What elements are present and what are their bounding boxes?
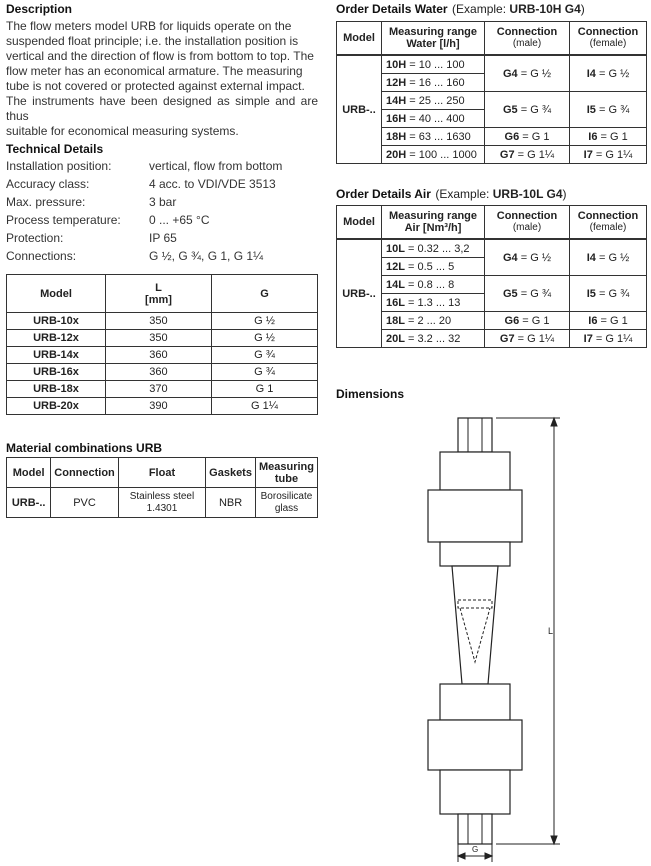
conn-value: = G 1¼ — [514, 332, 555, 345]
order-water-heading: Order Details Water — [336, 2, 448, 16]
cell-float: Stainless steel 1.4301 — [118, 488, 205, 518]
cell-g: G ½ — [211, 313, 317, 330]
cell-male — [485, 128, 570, 146]
range-value: = 0.32 ... 3,2 — [404, 242, 470, 255]
technical-row — [6, 229, 318, 247]
cell-gaskets: NBR — [206, 488, 256, 518]
example-suffix: ) — [562, 187, 567, 201]
conn-sub: (female) — [589, 222, 627, 233]
example-code: URB-10L G4 — [492, 187, 563, 201]
col-float-header: Float — [118, 458, 205, 488]
cell-male — [485, 276, 570, 312]
table-row — [337, 55, 647, 74]
cell-model: URB-.. — [337, 55, 382, 164]
technical-value: 4 acc. to VDI/VDE 3513 — [149, 177, 276, 191]
material-table — [6, 457, 318, 518]
cell-l: 350 — [106, 313, 212, 330]
dimension-l-label: L — [548, 626, 554, 636]
table-row — [337, 128, 647, 146]
bottom-connector — [458, 814, 492, 844]
technical-list — [6, 157, 318, 265]
range-code: 16H — [386, 112, 407, 125]
cell-range — [382, 330, 485, 348]
cell-l: 350 — [106, 330, 212, 347]
cell-model: URB-14x — [7, 347, 106, 364]
cell-model: URB-20x — [7, 398, 106, 415]
cell-male — [485, 55, 570, 92]
cell-male — [485, 312, 570, 330]
col-model-header: Model — [337, 22, 382, 56]
technical-value: IP 65 — [149, 231, 177, 245]
order-water-title — [336, 0, 585, 18]
table-row — [337, 276, 647, 294]
table-row — [7, 347, 318, 364]
dimensions-heading: Dimensions — [336, 387, 405, 401]
range-unit: Air [Nm³/h] — [404, 222, 462, 234]
conn-code: G6 — [504, 130, 520, 143]
example-suffix: ) — [580, 2, 585, 16]
col-range-header — [382, 206, 485, 240]
table-header-row — [337, 206, 647, 240]
conn-value: = G ¾ — [517, 103, 551, 116]
col-l-label: L — [155, 281, 162, 294]
bottom-neck — [440, 684, 510, 720]
range-code: 12L — [386, 260, 405, 273]
conn-code: I5 — [586, 287, 596, 300]
cell-range — [382, 294, 485, 312]
cell-female — [570, 312, 647, 330]
range-value: = 63 ... 1630 — [406, 130, 471, 143]
table-row — [337, 146, 647, 164]
top-armature — [428, 490, 522, 542]
conn-value: = G 1¼ — [592, 332, 633, 345]
range-code: 18H — [386, 130, 407, 143]
cell-g: G 1 — [211, 381, 317, 398]
description-line: tube is not covered or protected against external impact. — [6, 79, 305, 93]
table-row — [7, 313, 318, 330]
technical-heading: Technical Details — [6, 142, 104, 156]
conn-code: G6 — [504, 314, 520, 327]
conn-sub: (male) — [512, 38, 542, 49]
range-value: = 3.2 ... 32 — [404, 332, 461, 345]
flowmeter-drawing — [400, 410, 600, 866]
cell-model: URB-.. — [337, 239, 382, 348]
description-line: suitable for economical measuring systems. — [6, 124, 239, 138]
technical-value: vertical, flow from bottom — [149, 159, 283, 173]
cell-l: 360 — [106, 347, 212, 364]
technical-label: Protection: — [6, 231, 64, 245]
range-value: = 0.8 ... 8 — [404, 278, 455, 291]
col-female-header — [570, 22, 647, 56]
dimension-g-label: G — [472, 845, 479, 854]
cell-model: URB-12x — [7, 330, 106, 347]
range-value: = 10 ... 100 — [406, 58, 465, 71]
technical-label: Accuracy class: — [6, 177, 90, 191]
material-heading: Material combinations URB — [6, 441, 163, 455]
col-male-header — [485, 206, 570, 240]
range-code: 20H — [386, 148, 407, 161]
cell-range — [382, 110, 485, 128]
col-model-header: Model — [7, 275, 106, 313]
col-model-header: Model — [7, 458, 51, 488]
technical-value: G ½, G ¾, G 1, G 1¼ — [149, 249, 264, 263]
conn-code: I4 — [586, 251, 596, 264]
cell-female — [570, 55, 647, 92]
col-l-unit: [mm] — [145, 293, 172, 306]
range-value: = 16 ... 160 — [406, 76, 465, 89]
conn-label: Connection — [577, 210, 639, 222]
cell-range — [382, 239, 485, 258]
order-air-heading: Order Details Air — [336, 187, 431, 201]
technical-row — [6, 157, 318, 175]
cell-male — [485, 330, 570, 348]
col-l-header — [106, 275, 212, 313]
range-code: 12H — [386, 76, 407, 89]
cell-female — [570, 146, 647, 164]
table-header-row — [7, 458, 318, 488]
conn-value: = G ¾ — [595, 103, 630, 116]
range-value: = 2 ... 20 — [404, 314, 452, 327]
cell-l: 390 — [106, 398, 212, 415]
conn-value: = G ½ — [517, 251, 551, 264]
conn-code: G7 — [499, 332, 515, 345]
top-connector — [458, 418, 492, 452]
range-unit: Water [l/h] — [406, 38, 460, 50]
conn-code: I6 — [588, 130, 598, 143]
cell-range — [382, 146, 485, 164]
technical-row — [6, 247, 318, 265]
range-value: = 0.5 ... 5 — [404, 260, 455, 273]
bottom-armature — [428, 720, 522, 770]
col-female-header — [570, 206, 647, 240]
example-prefix: (Example: — [435, 187, 493, 201]
conn-value: = G 1 — [519, 130, 550, 143]
conn-value: = G ½ — [517, 67, 551, 80]
cell-female — [570, 276, 647, 312]
range-value: = 25 ... 250 — [406, 94, 465, 107]
technical-label: Connections: — [6, 249, 77, 263]
range-code: 14L — [386, 278, 405, 291]
table-row — [337, 312, 647, 330]
conn-value: = G 1 — [519, 314, 550, 327]
range-code: 20L — [386, 332, 405, 345]
measuring-tube — [452, 566, 498, 684]
conn-value: = G 1 — [597, 130, 628, 143]
example-code: URB-10H G4 — [509, 2, 581, 16]
cell-range — [382, 276, 485, 294]
cell-model: URB-10x — [7, 313, 106, 330]
technical-label: Max. pressure: — [6, 195, 86, 209]
col-connection-header: Connection — [51, 458, 119, 488]
order-water-table — [336, 21, 647, 164]
cell-range — [382, 55, 485, 74]
conn-code: I7 — [583, 148, 593, 161]
cell-female — [570, 239, 647, 276]
table-row — [7, 398, 318, 415]
cell-g: G ½ — [211, 330, 317, 347]
technical-value: 0 ... +65 °C — [149, 213, 210, 227]
dimensions-table — [6, 274, 318, 415]
table-row — [337, 330, 647, 348]
description-line: suspended float principle; i.e. the installation position is — [6, 34, 299, 48]
conn-code: I7 — [583, 332, 593, 345]
conn-sub: (female) — [589, 38, 627, 49]
cell-model: URB-18x — [7, 381, 106, 398]
cell-g: G ¾ — [211, 364, 317, 381]
technical-row — [6, 211, 318, 229]
cell-l: 360 — [106, 364, 212, 381]
order-air-title — [336, 185, 567, 203]
technical-value: 3 bar — [149, 195, 177, 209]
table-row — [7, 488, 318, 518]
col-gaskets-header: Gaskets — [206, 458, 256, 488]
description-text — [6, 19, 318, 139]
range-label: Measuring range — [388, 26, 478, 38]
table-header-row — [337, 22, 647, 56]
conn-value: = G ¾ — [595, 287, 630, 300]
col-model-header: Model — [337, 206, 382, 240]
cell-model: URB-16x — [7, 364, 106, 381]
description-line: The flow meters model URB for liquids operate on the — [6, 19, 292, 33]
conn-code: G4 — [502, 251, 518, 264]
range-code: 10H — [386, 58, 407, 71]
range-code: 10L — [386, 242, 405, 255]
conn-sub: (male) — [512, 222, 542, 233]
top-neck — [440, 542, 510, 566]
cell-female — [570, 330, 647, 348]
table-row — [7, 364, 318, 381]
description-heading: Description — [6, 2, 73, 16]
cell-male — [485, 92, 570, 128]
conn-value: = G ¾ — [517, 287, 551, 300]
range-value: = 100 ... 1000 — [406, 148, 477, 161]
technical-row — [6, 193, 318, 211]
col-g-header: G — [211, 275, 317, 313]
cell-range — [382, 74, 485, 92]
table-row — [7, 330, 318, 347]
conn-code: G4 — [502, 67, 518, 80]
technical-section — [6, 142, 318, 265]
range-code: 18L — [386, 314, 405, 327]
top-nut — [440, 452, 510, 490]
description-line: The instruments have been designed as simple and are thus — [6, 94, 318, 123]
technical-label: Installation position: — [6, 159, 112, 173]
table-row — [7, 381, 318, 398]
cell-range — [382, 312, 485, 330]
conn-code: G5 — [502, 287, 518, 300]
conn-code: I5 — [586, 103, 596, 116]
cell-male — [485, 239, 570, 276]
col-male-header — [485, 22, 570, 56]
description-section — [6, 2, 318, 139]
example-prefix: (Example: — [452, 2, 510, 16]
cell-female — [570, 128, 647, 146]
cell-tube: Borosilicate glass — [255, 488, 317, 518]
cell-female — [570, 92, 647, 128]
order-air-table — [336, 205, 647, 348]
description-line: flow meter has an economical armature. The measuring — [6, 64, 303, 78]
table-header-row — [7, 275, 318, 313]
cell-range — [382, 92, 485, 110]
cell-range — [382, 128, 485, 146]
conn-code: I6 — [588, 314, 598, 327]
range-value: = 1.3 ... 13 — [404, 296, 461, 309]
conn-value: = G ½ — [595, 67, 630, 80]
conn-value: = G 1¼ — [592, 148, 633, 161]
cell-connection: PVC — [51, 488, 119, 518]
range-code: 16L — [386, 296, 405, 309]
bottom-nut — [440, 770, 510, 814]
table-row — [337, 92, 647, 110]
technical-row — [6, 175, 318, 193]
cell-male — [485, 146, 570, 164]
col-range-header — [382, 22, 485, 56]
conn-code: G7 — [499, 148, 515, 161]
col-tube-header: Measuring tube — [255, 458, 317, 488]
conn-label: Connection — [577, 26, 639, 38]
cell-g: G ¾ — [211, 347, 317, 364]
conn-value: = G 1¼ — [514, 148, 555, 161]
table-row — [337, 239, 647, 258]
cell-g: G 1¼ — [211, 398, 317, 415]
conn-label: Connection — [496, 26, 558, 38]
cell-range — [382, 258, 485, 276]
range-label: Measuring range — [388, 210, 478, 222]
conn-code: I4 — [586, 67, 596, 80]
range-value: = 40 ... 400 — [406, 112, 465, 125]
conn-code: G5 — [502, 103, 518, 116]
description-line: vertical and the direction of flow is from bottom to top. The — [6, 49, 314, 63]
cell-model: URB-.. — [7, 488, 51, 518]
cell-l: 370 — [106, 381, 212, 398]
conn-value: = G ½ — [595, 251, 630, 264]
technical-label: Process temperature: — [6, 213, 121, 227]
conn-label: Connection — [496, 210, 558, 222]
range-code: 14H — [386, 94, 407, 107]
conn-value: = G 1 — [597, 314, 628, 327]
